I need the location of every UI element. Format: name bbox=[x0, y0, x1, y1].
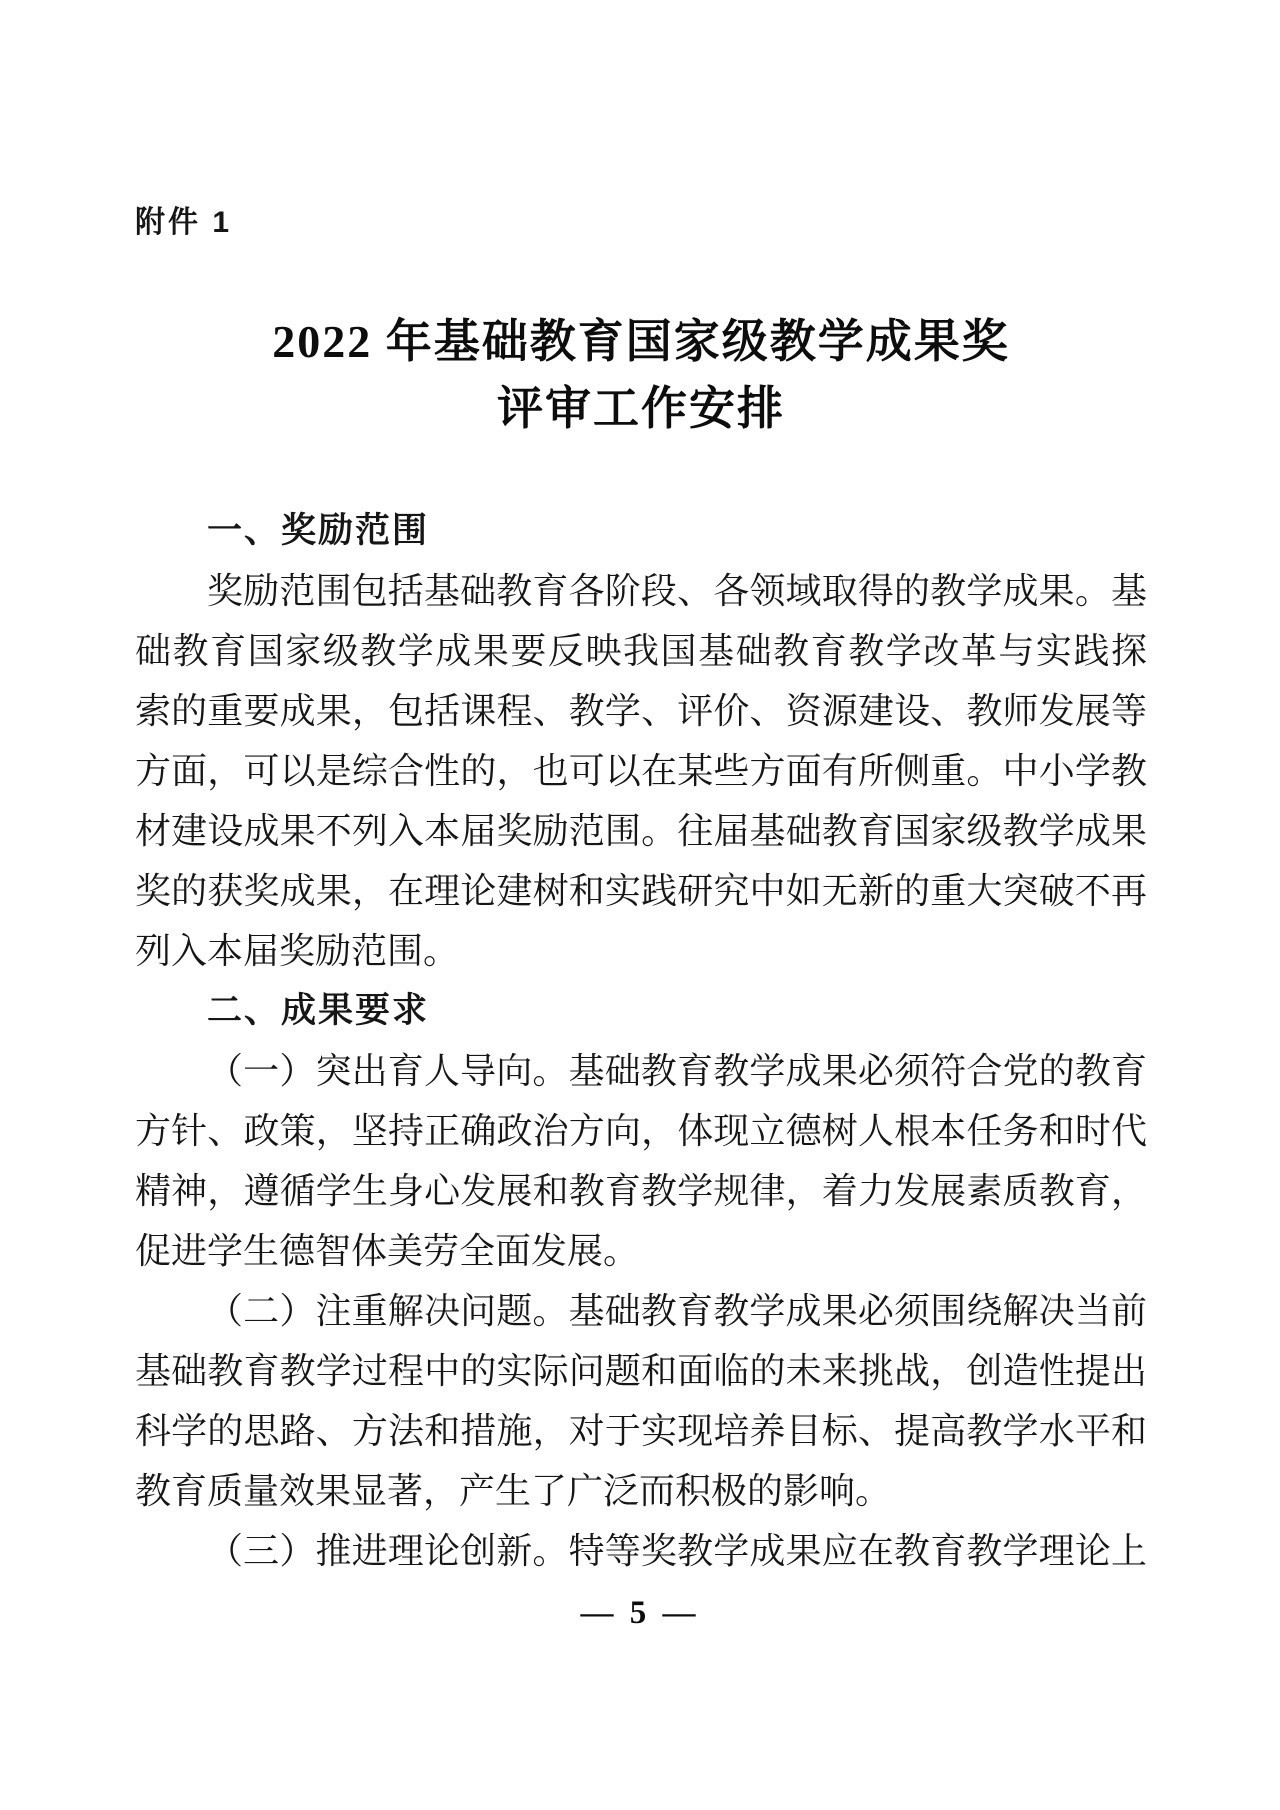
body-line: 方面，可以是综合性的，也可以在某些方面有所侧重。中小学教 bbox=[135, 751, 1147, 791]
body-line: 科学的思路、方法和措施，对于实现培养目标、提高教学水平和 bbox=[135, 1411, 1147, 1451]
document-body bbox=[135, 501, 1147, 1581]
document-title bbox=[135, 308, 1147, 442]
body-line: 方针、政策，坚持正确政治方向，体现立德树人根本任务和时代 bbox=[135, 1111, 1147, 1151]
body-line: 教育质量效果显著，产生了广泛而积极的影响。 bbox=[135, 1471, 892, 1511]
body-line: （一）突出育人导向。基础教育教学成果必须符合党的教育 bbox=[207, 1051, 1147, 1091]
body-line: （三）推进理论创新。特等奖教学成果应在教育教学理论上 bbox=[207, 1531, 1147, 1571]
body-line: 促进学生德智体美劳全面发展。 bbox=[135, 1231, 640, 1271]
page-number-footer: — 5 — bbox=[580, 1595, 700, 1631]
title-line-2: 评审工作安排 bbox=[497, 383, 785, 434]
body-line: 材建设成果不列入本届奖励范围。往届基础教育国家级教学成果 bbox=[135, 811, 1147, 851]
body-line: 础教育国家级教学成果要反映我国基础教育教学改革与实践探 bbox=[135, 631, 1147, 671]
body-line: 列入本届奖励范围。 bbox=[135, 931, 460, 971]
section-heading: 一、奖励范围 bbox=[207, 511, 430, 550]
body-line: 精神，遵循学生身心发展和教育教学规律，着力发展素质教育， bbox=[135, 1171, 1147, 1211]
title-line-1: 2022 年基础教育国家级教学成果奖 bbox=[272, 316, 1010, 367]
body-line: 基础教育教学过程中的实际问题和面临的未来挑战，创造性提出 bbox=[135, 1351, 1147, 1391]
body-line: 奖励范围包括基础教育各阶段、各领域取得的教学成果。基 bbox=[207, 571, 1147, 611]
body-line: 索的重要成果，包括课程、教学、评价、资源建设、教师发展等 bbox=[135, 691, 1147, 731]
attachment-label: 附件 1 bbox=[135, 206, 233, 239]
body-line: （二）注重解决问题。基础教育教学成果必须围绕解决当前 bbox=[207, 1291, 1147, 1331]
body-line: 奖的获奖成果，在理论建树和实践研究中如无新的重大突破不再 bbox=[135, 871, 1147, 911]
section-heading: 二、成果要求 bbox=[207, 991, 430, 1030]
